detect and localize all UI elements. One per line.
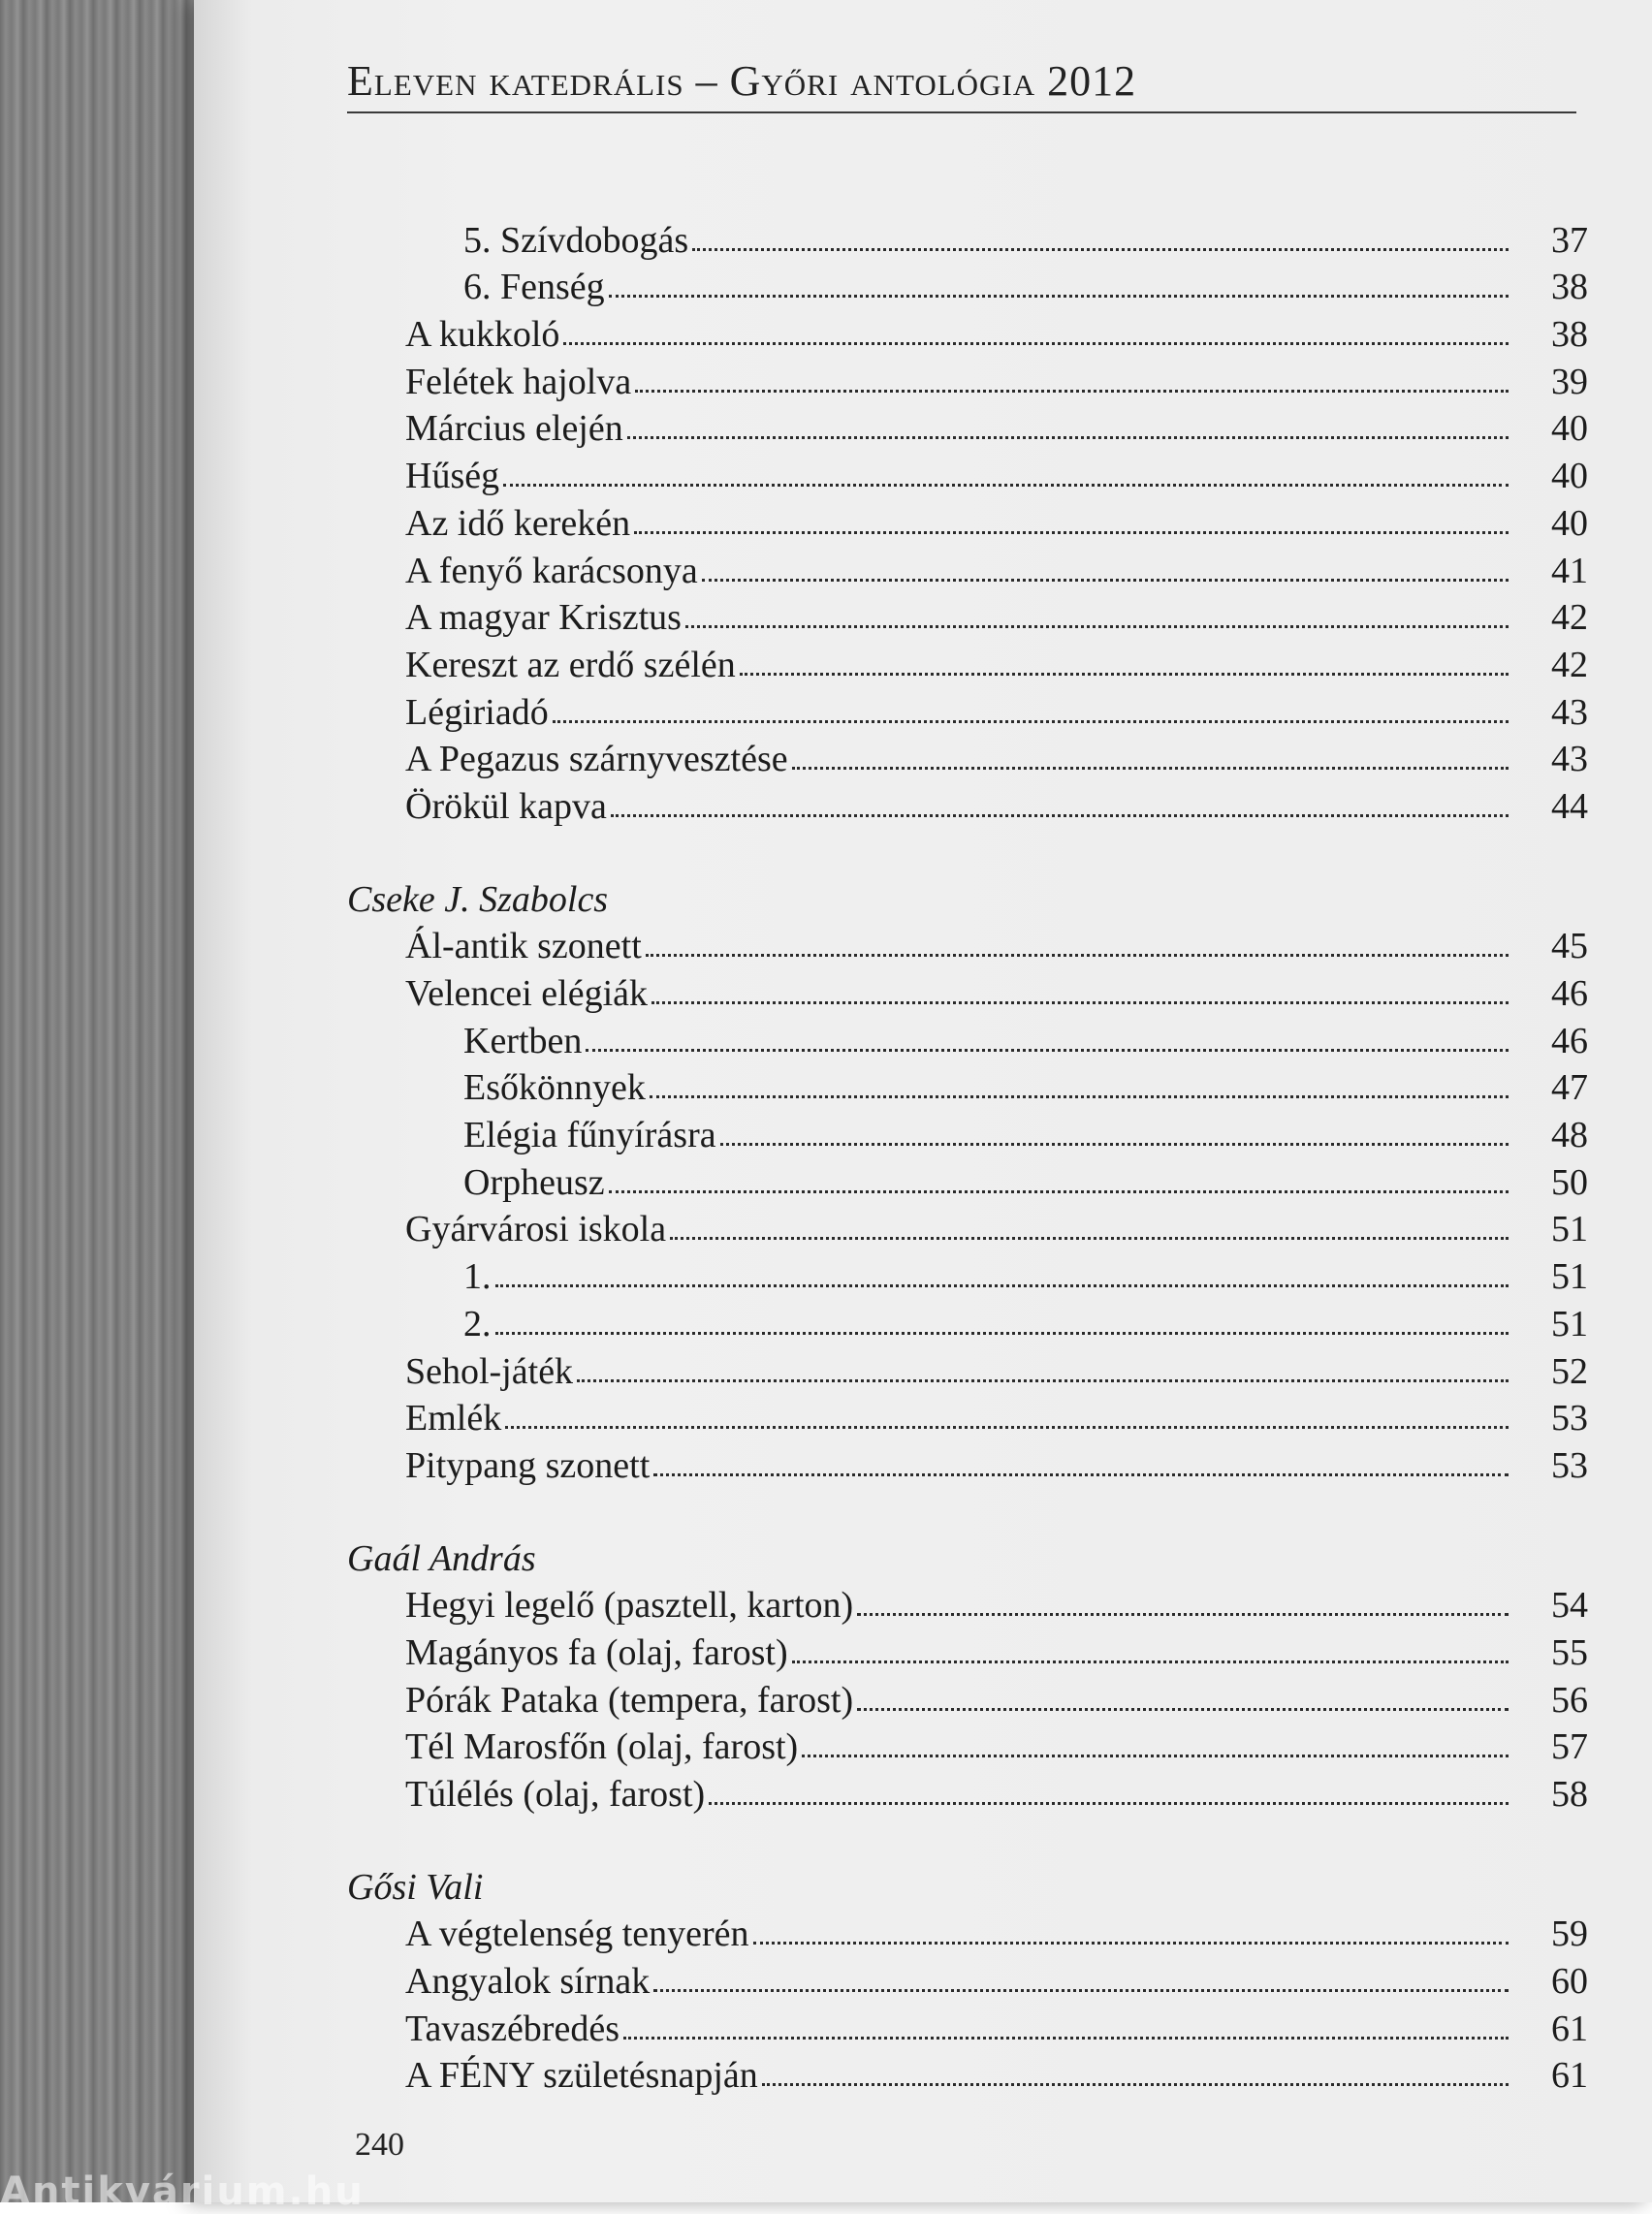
toc-entry bbox=[347, 1390, 1588, 1438]
toc-entry-page: 57 bbox=[1551, 1726, 1588, 1768]
toc-entry-page: 59 bbox=[1551, 1914, 1588, 1955]
toc-entry bbox=[347, 494, 1588, 542]
toc-entry-page: 51 bbox=[1551, 1256, 1588, 1298]
toc-entry-page: 53 bbox=[1551, 1398, 1588, 1439]
toc-entry-page: 47 bbox=[1551, 1067, 1588, 1109]
toc-entry-page: 46 bbox=[1551, 1020, 1588, 1061]
toc-entry bbox=[347, 1952, 1588, 2003]
toc-entry bbox=[347, 1671, 1588, 1719]
toc-entry-title: Örökül kapva bbox=[405, 785, 607, 827]
toc-entry-title: Hűség bbox=[405, 456, 500, 497]
section-gap bbox=[347, 825, 1588, 870]
toc-entry bbox=[347, 1060, 1588, 1107]
toc-entry-title: Felétek hajolva bbox=[405, 361, 632, 402]
toc-entry bbox=[347, 777, 1588, 825]
toc-entry bbox=[347, 259, 1588, 306]
toc-entry-page: 44 bbox=[1551, 785, 1588, 827]
toc-entry bbox=[347, 211, 1588, 259]
toc-entry-title: Velencei elégiák bbox=[405, 973, 649, 1014]
toc-entry bbox=[347, 1765, 1588, 1813]
toc-entry-page: 43 bbox=[1551, 691, 1588, 733]
toc-entry-page: 45 bbox=[1551, 926, 1588, 967]
dot-leader bbox=[563, 342, 1509, 345]
toc-entry bbox=[347, 1437, 1588, 1484]
toc-entry bbox=[347, 1906, 1588, 1953]
toc-entry-page: 52 bbox=[1551, 1350, 1588, 1392]
toc-entry bbox=[347, 1624, 1588, 1671]
toc-entry-title: Elégia fűnyírásra bbox=[463, 1115, 716, 1156]
toc-entry bbox=[347, 2047, 1588, 2095]
toc-entry bbox=[347, 542, 1588, 589]
toc-entry-title: 1. bbox=[463, 1256, 492, 1298]
toc-entry-page: 40 bbox=[1551, 502, 1588, 544]
toc-entry-title: A kukkoló bbox=[405, 314, 560, 356]
section-gap bbox=[347, 1813, 1588, 1858]
toc-entry-title: Ál-antik szonett bbox=[405, 926, 642, 967]
dot-leader bbox=[762, 2083, 1509, 2086]
toc-entry-page: 43 bbox=[1551, 739, 1588, 780]
toc-entry-title: Pitypang szonett bbox=[405, 1444, 651, 1486]
dot-leader bbox=[609, 295, 1509, 298]
toc-entry-title: 2. bbox=[463, 1303, 492, 1344]
dot-leader bbox=[609, 1190, 1509, 1193]
toc-entry-title: Esőkönnyek bbox=[463, 1067, 646, 1109]
running-header bbox=[347, 56, 1576, 113]
dot-leader bbox=[720, 1143, 1509, 1146]
dot-leader bbox=[505, 1426, 1509, 1429]
dot-leader bbox=[792, 767, 1509, 770]
toc-entry-page: 54 bbox=[1551, 1585, 1588, 1627]
toc-entry-page: 42 bbox=[1551, 597, 1588, 639]
toc-entry-page: 61 bbox=[1551, 2008, 1588, 2049]
dot-leader bbox=[685, 625, 1509, 628]
toc-entry bbox=[347, 353, 1588, 400]
toc-entry bbox=[347, 1295, 1588, 1343]
dot-leader bbox=[653, 1473, 1509, 1476]
toc-entry-title: Március elején bbox=[405, 408, 623, 450]
toc-entry bbox=[347, 1012, 1588, 1060]
toc-entry-title: Tavaszébredés bbox=[405, 2008, 620, 2049]
watermark: Antikvárium.hu bbox=[0, 2169, 365, 2214]
toc-entry-title: Emlék bbox=[405, 1398, 502, 1439]
author-heading: Gősi Vali bbox=[347, 1866, 484, 1908]
dot-leader bbox=[651, 1001, 1509, 1004]
toc-entry-title: Pórák Pataka (tempera, farost) bbox=[405, 1679, 854, 1721]
dot-leader bbox=[702, 579, 1509, 582]
toc-entry bbox=[347, 731, 1588, 778]
dot-leader bbox=[857, 1708, 1509, 1711]
toc-entry-page: 60 bbox=[1551, 1961, 1588, 2003]
toc-entry-page: 56 bbox=[1551, 1679, 1588, 1721]
toc-entry-page: 55 bbox=[1551, 1631, 1588, 1673]
author-heading: Cseke J. Szabolcs bbox=[347, 878, 609, 920]
toc-entry bbox=[347, 965, 1588, 1012]
dot-leader bbox=[611, 814, 1509, 817]
toc-entry-page: 37 bbox=[1551, 219, 1588, 261]
toc-entry-title: A végtelenség tenyerén bbox=[405, 1914, 749, 1955]
toc-entry-title: Az idő kerekén bbox=[405, 502, 631, 544]
toc-entry-title: Túlélés (olaj, farost) bbox=[405, 1774, 706, 1815]
toc-entry-title: Kereszt az erdő szélén bbox=[405, 644, 736, 685]
dot-leader bbox=[577, 1379, 1509, 1382]
toc-entry bbox=[347, 1343, 1588, 1390]
toc-entry bbox=[347, 1154, 1588, 1201]
table-of-contents bbox=[347, 211, 1588, 2097]
toc-entry-title: Hegyi legelő (pasztell, karton) bbox=[405, 1585, 854, 1627]
toc-entry-page: 61 bbox=[1551, 2055, 1588, 2097]
toc-entry-title: A FÉNY születésnapján bbox=[405, 2055, 758, 2097]
dot-leader bbox=[709, 1802, 1509, 1805]
toc-entry-title: Magányos fa (olaj, farost) bbox=[405, 1631, 788, 1673]
toc-entry bbox=[347, 1719, 1588, 1766]
page-number: 240 bbox=[355, 2127, 404, 2163]
toc-entry-title: 5. Szívdobogás bbox=[463, 219, 689, 261]
toc-entry-page: 42 bbox=[1551, 644, 1588, 685]
header-title: Eleven katedrális – Győri antológia 2012 bbox=[347, 57, 1137, 105]
dot-leader bbox=[495, 1332, 1509, 1335]
toc-entry bbox=[347, 1577, 1588, 1625]
toc-entry bbox=[347, 305, 1588, 356]
toc-entry bbox=[347, 636, 1588, 683]
dot-leader bbox=[553, 720, 1509, 723]
toc-entry-page: 39 bbox=[1551, 361, 1588, 402]
toc-entry-page: 41 bbox=[1551, 550, 1588, 591]
dot-leader bbox=[634, 531, 1509, 534]
toc-entry bbox=[347, 400, 1588, 448]
dot-leader bbox=[623, 2037, 1509, 2040]
toc-entry-title: Orpheusz bbox=[463, 1161, 605, 1203]
section-gap bbox=[347, 1484, 1588, 1530]
toc-entry-page: 38 bbox=[1551, 267, 1588, 308]
toc-entry-title: Sehol-játék bbox=[405, 1350, 574, 1392]
dot-leader bbox=[627, 436, 1509, 439]
toc-entry bbox=[347, 2000, 1588, 2047]
toc-entry bbox=[347, 589, 1588, 637]
toc-entry-page: 46 bbox=[1551, 973, 1588, 1014]
toc-entry-page: 40 bbox=[1551, 456, 1588, 497]
dot-leader bbox=[503, 484, 1509, 487]
toc-entry bbox=[347, 683, 1588, 731]
dot-leader bbox=[857, 1613, 1509, 1616]
toc-entry-page: 38 bbox=[1551, 314, 1588, 356]
toc-entry bbox=[347, 1201, 1588, 1249]
author-heading: Gaál András bbox=[347, 1537, 536, 1579]
toc-entry-page: 58 bbox=[1551, 1774, 1588, 1815]
toc-entry-title: Gyárvárosi iskola bbox=[405, 1209, 667, 1250]
toc-entry bbox=[347, 1106, 1588, 1154]
dot-leader bbox=[650, 1095, 1509, 1098]
dot-leader bbox=[802, 1755, 1509, 1757]
toc-entry-page: 53 bbox=[1551, 1444, 1588, 1486]
toc-entry-title: A magyar Krisztus bbox=[405, 597, 682, 639]
dot-leader bbox=[740, 673, 1509, 676]
toc-entry-page: 48 bbox=[1551, 1115, 1588, 1156]
dot-leader bbox=[792, 1660, 1509, 1663]
toc-entry-page: 51 bbox=[1551, 1209, 1588, 1250]
toc-entry bbox=[347, 1248, 1588, 1298]
toc-entry-page: 51 bbox=[1551, 1303, 1588, 1344]
dot-leader bbox=[646, 954, 1509, 957]
dot-leader bbox=[670, 1237, 1509, 1240]
toc-entry bbox=[347, 447, 1588, 497]
background-surface bbox=[0, 0, 208, 2202]
toc-entry-title: 6. Fenség bbox=[463, 267, 605, 308]
toc-entry bbox=[347, 918, 1588, 965]
toc-entry-title: A Pegazus szárnyvesztése bbox=[405, 739, 788, 780]
toc-entry-title: Tél Marosfőn (olaj, farost) bbox=[405, 1726, 799, 1768]
toc-entry-title: Légiriadó bbox=[405, 691, 549, 733]
dot-leader bbox=[495, 1284, 1509, 1287]
toc-entry-title: A fenyő karácsonya bbox=[405, 550, 698, 591]
toc-entry-title: Angyalok sírnak bbox=[405, 1961, 651, 2003]
dot-leader bbox=[653, 1989, 1509, 1992]
dot-leader bbox=[692, 248, 1509, 251]
dot-leader bbox=[753, 1942, 1509, 1945]
dot-leader bbox=[635, 390, 1509, 393]
toc-entry-page: 40 bbox=[1551, 408, 1588, 450]
dot-leader bbox=[586, 1049, 1509, 1052]
toc-entry-page: 50 bbox=[1551, 1161, 1588, 1203]
toc-entry-title: Kertben bbox=[463, 1020, 583, 1061]
